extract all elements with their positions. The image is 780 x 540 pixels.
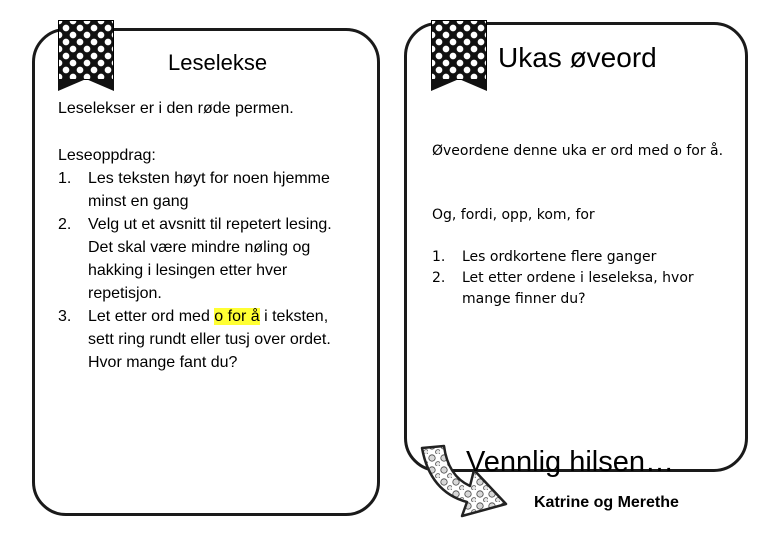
- highlighted-text: o for å: [214, 308, 260, 325]
- assignment-heading: Leseoppdrag:: [58, 147, 156, 164]
- item-text-before: Let etter ord med: [88, 308, 215, 325]
- reading-assignment: [58, 144, 358, 374]
- leselekse-title: Leselekse: [168, 50, 268, 75]
- polka-dot-tab-icon: [431, 20, 487, 80]
- list-item: [432, 268, 732, 310]
- list-item: [58, 305, 358, 374]
- item-text-after: i teksten, sett ring rundt eller tusj over ordet. Hvor mange fant du?: [88, 308, 331, 371]
- assignment-list: [58, 167, 358, 374]
- word-list: Og, fordi, opp, kom, for: [432, 207, 595, 223]
- practice-list: [432, 247, 732, 310]
- item-text: Les teksten høyt for noen hjemme minst en gang: [88, 170, 330, 210]
- list-item: [58, 213, 358, 305]
- item-text: Let etter ordene i leseleksa, hvor mange finner du?: [462, 270, 694, 307]
- item-text: Velg ut et avsnitt til repetert lesing. Det skal være mindre nøling og hakking i lesingen etter hver repetisjon.: [88, 216, 332, 302]
- item-number: 2.: [432, 270, 446, 286]
- leselekse-intro: Leselekser er i den røde permen.: [58, 100, 294, 117]
- item-number: 1.: [432, 249, 446, 265]
- list-item: [432, 247, 732, 268]
- list-item: [58, 167, 358, 213]
- polka-dot-tab-icon: [58, 20, 114, 80]
- closing-greeting: Vennlig hilsen…: [466, 446, 674, 478]
- signature: Katrine og Merethe: [534, 494, 679, 511]
- item-number: 3.: [58, 308, 72, 325]
- oveord-intro: Øveordene denne uka er ord med o for å.: [432, 143, 724, 159]
- ukas-oveord-title: Ukas øveord: [498, 42, 657, 73]
- item-number: 2.: [58, 216, 72, 233]
- item-number: 1.: [58, 170, 72, 187]
- item-text: Les ordkortene flere ganger: [462, 249, 657, 265]
